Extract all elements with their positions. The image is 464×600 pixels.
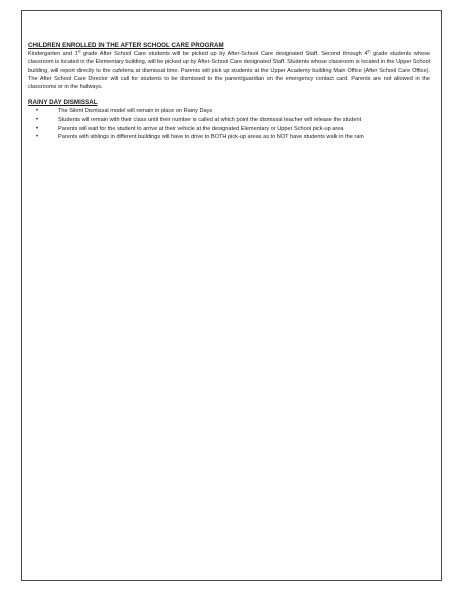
bullet-icon: • (36, 117, 39, 124)
list-item (28, 125, 430, 134)
list-item-text: The Silent Dismissal model will remain in place on Rainy Days (58, 108, 213, 115)
list-item-text: Parents with siblings in different buildings will have to drive to BOTH pick-up areas as to NOT have students walk in the rain (58, 134, 364, 141)
list-item (28, 133, 430, 142)
list-item-text: Students will remain with their class until their number is called at which point the dismissal teacher will release the student (58, 117, 362, 124)
list-item (28, 116, 430, 125)
document-content (28, 42, 430, 142)
ordinal-th: th (367, 49, 371, 54)
after-school-paragraph (28, 50, 430, 91)
after-school-text-1: Kindergarten and 1 (28, 51, 78, 57)
rainy-day-heading: RAINY DAY DISMISSAL (28, 99, 98, 107)
after-school-text-2: grade After School Care students will be picked up by After-School Care designated Staff. Second through 4 (80, 51, 368, 57)
bullet-icon: • (36, 108, 39, 115)
bullet-icon: • (36, 125, 39, 132)
list-item (28, 107, 430, 116)
rainy-day-list (28, 107, 430, 141)
after-school-text-3: grade students whose classroom is located in the Elementary building, will be picked up by After-School Care designated Staff. Students whose classroom is located in the Upper School building, will report directly to the cafeteria at dismissal time. Parents will pick up students at the Upper Academy building Main Office (After School Care Office). The After School Care Director will call for students to be dismissed to the parent/guardian on the emergency contact card. Parents are not allowed in the classrooms or in the hallways. (28, 51, 430, 91)
after-school-heading: CHILDREN ENROLLED IN THE AFTER SCHOOL CARE PROGRAM (28, 42, 224, 49)
bullet-icon: • (36, 134, 39, 141)
ordinal-st: st (77, 49, 81, 54)
list-item-text: Parents will wait for the student to arrive at their vehicle at the designated Elementary or Upper School pick-up area (58, 125, 344, 132)
